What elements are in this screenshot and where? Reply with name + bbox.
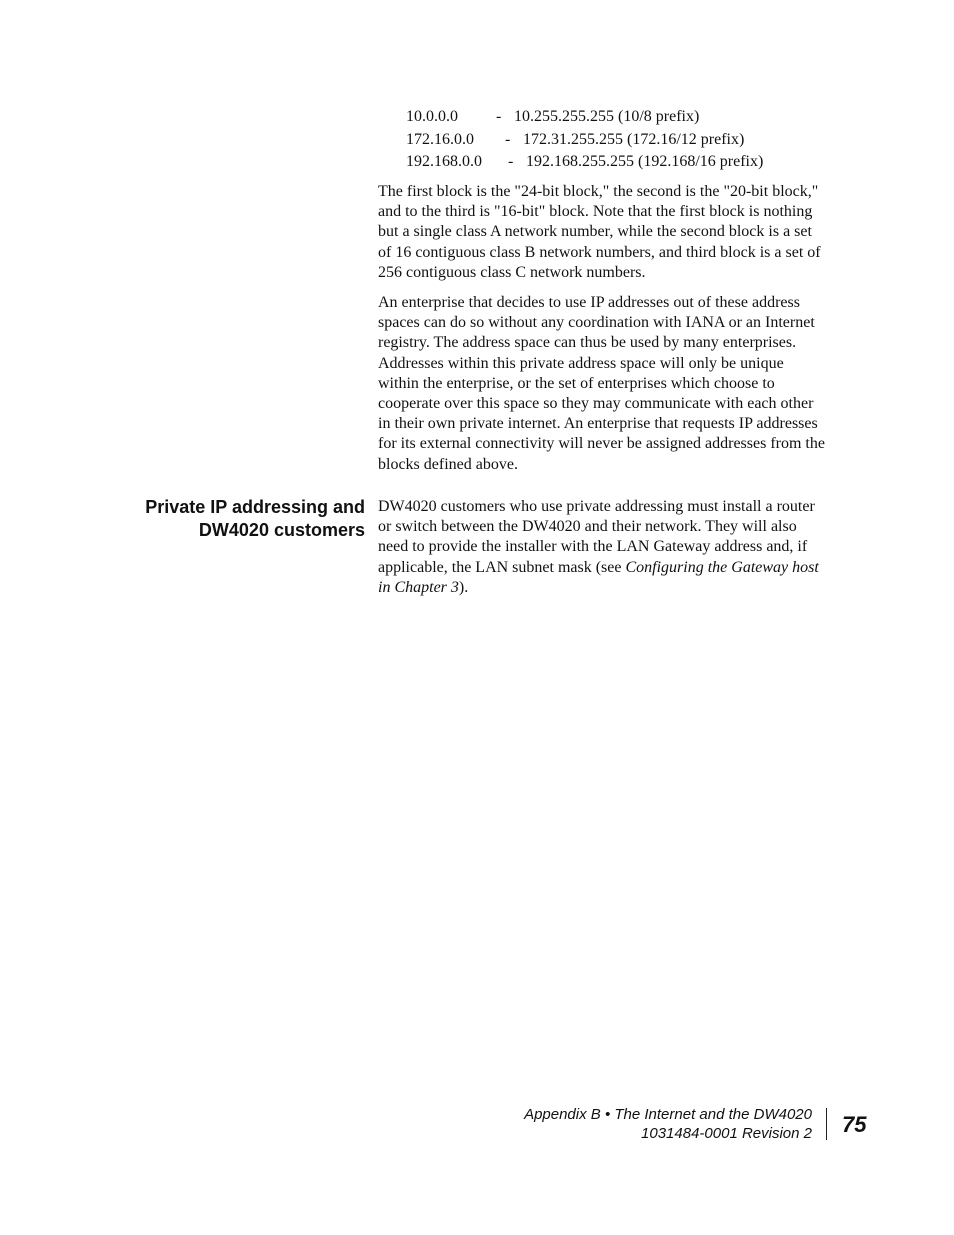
range-start: 192.168.0.0 (406, 153, 482, 170)
section-heading-line: Private IP addressing and (145, 497, 365, 517)
range-end: 172.31.255.255 (172.16/12 prefix) (523, 130, 745, 148)
address-range-row (406, 106, 763, 129)
paragraph-enterprise (378, 293, 828, 475)
paragraph-text: An enterprise that decides to use IP addresses out of these address spaces can do so without any coordination with IANA or an Internet registry. The address space can thus be used by many enterprises. Addresses within this private address space will only be unique within the enterprise, or the set of enterprises which choose to cooperate over this space so they may communicate with each other in their own private internet. An enterprise that requests IP addresses for its external connectivity will never be assigned addresses from the blocks defined above. (378, 294, 825, 473)
footer-chapter-title: Appendix B • The Internet and the DW4020 (524, 1106, 812, 1123)
section-heading (145, 496, 365, 542)
paragraph-text-segment: DW4020 customers who use private addressing must install a router or switch between the DW4020 and their network. They will also need to provide the installer with the LAN Gateway address and, if applicable, the LAN subnet mask (see (378, 498, 815, 576)
range-dash: - (496, 108, 502, 125)
address-range-list (406, 106, 763, 174)
range-dash: - (508, 153, 514, 170)
range-end: 192.168.255.255 (192.168/16 prefix) (526, 153, 764, 170)
footer-document-revision: 1031484-0001 Revision 2 (641, 1125, 812, 1142)
page-footer (524, 1105, 812, 1143)
paragraph-text-segment: ). (458, 578, 469, 596)
chapter-reference: Configuring the Gateway host in Chapter 3 (378, 558, 819, 596)
footer-divider (826, 1108, 827, 1140)
range-start: 10.0.0.0 (406, 108, 458, 125)
paragraph-blocks (378, 182, 828, 283)
paragraph-customers (378, 497, 828, 598)
paragraph-text (378, 497, 828, 598)
range-dash: - (505, 130, 511, 148)
range-start: 172.16.0.0 (406, 130, 474, 148)
page-number: 75 (842, 1112, 867, 1137)
paragraph-text: The first block is the "24-bit block," the second is the "20-bit block," and to the third is "16-bit" block. Note that the first block is nothing but a single class A network number, while the second block is a set of 16 contiguous class B network numbers, and third block is a set of 256 contiguous class C network numbers. (378, 183, 821, 281)
address-range-row (406, 129, 763, 152)
range-end: 10.255.255.255 (10/8 prefix) (514, 108, 700, 125)
section-heading-line: DW4020 customers (198, 520, 365, 540)
address-range-row (406, 151, 763, 174)
